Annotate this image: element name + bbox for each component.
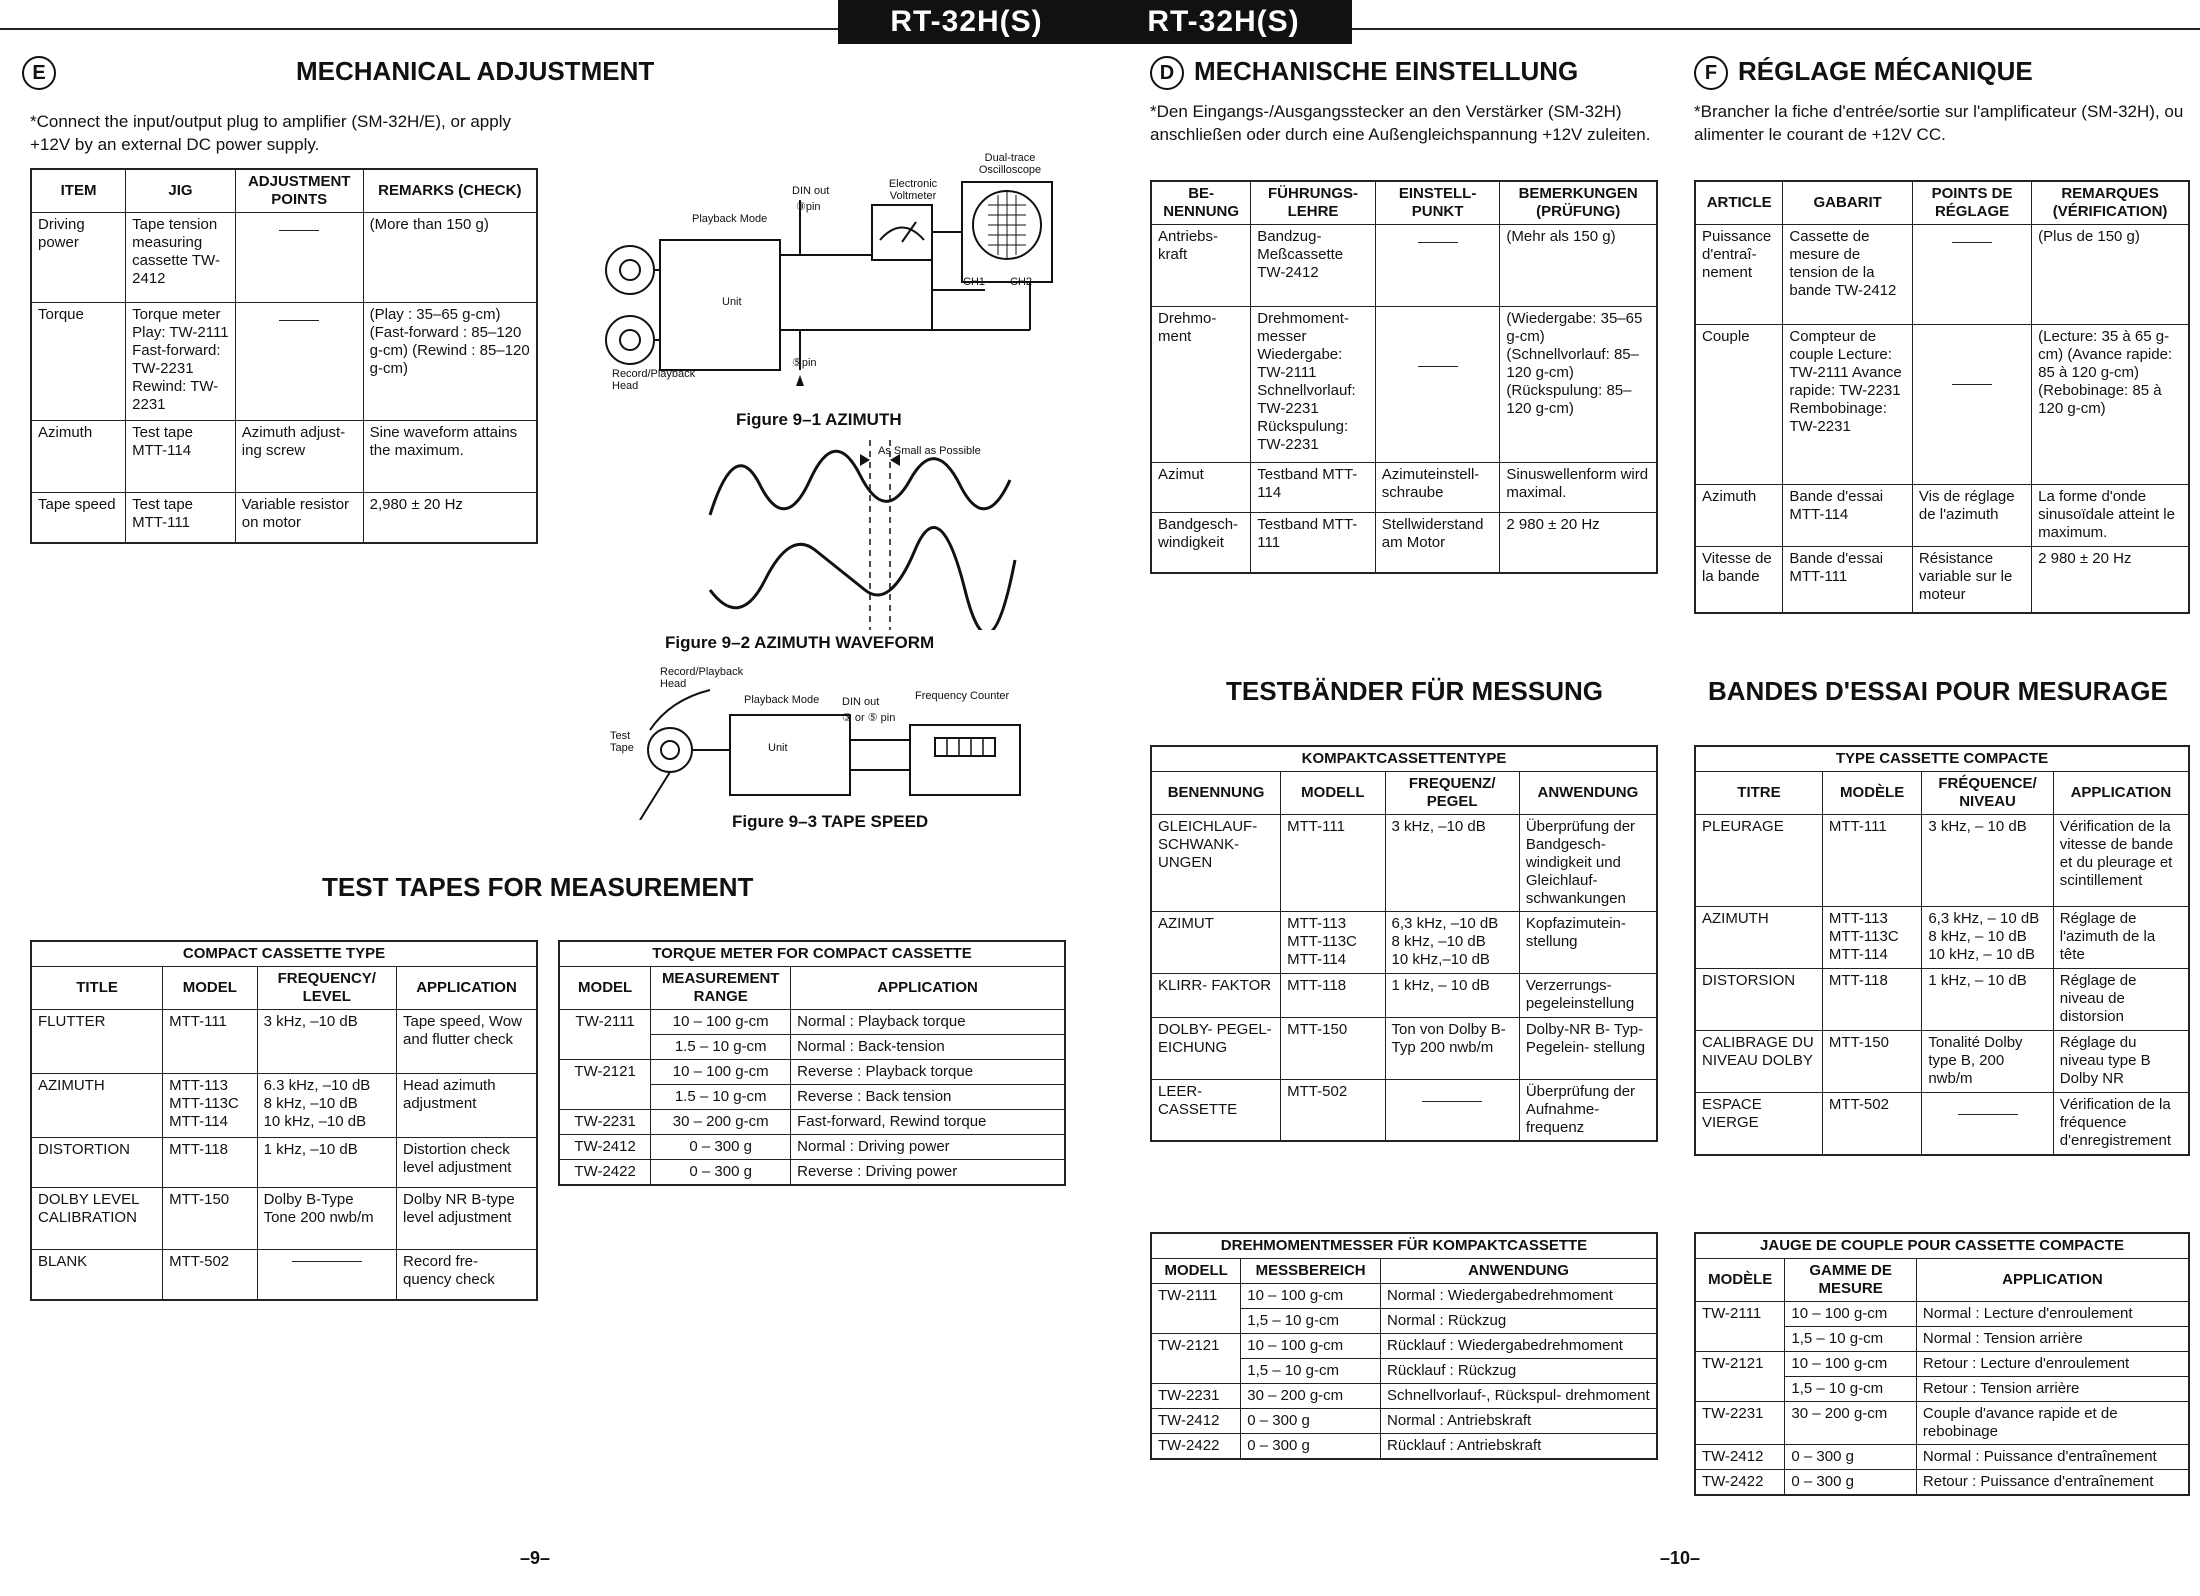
french-title-text: RÉGLAGE MÉCANIQUE	[1738, 56, 2033, 86]
table-row	[1151, 1284, 1657, 1309]
fig1-oscilloscope-label: Dual-trace Oscilloscope	[978, 152, 1042, 176]
english-note: *Connect the input/output plug to amplifier (SM-32H/E), or apply +12V by an external DC power supply.	[30, 112, 511, 154]
table-header: ADJUSTMENT POINTS	[235, 169, 363, 213]
table-header: REMARQUES (VÉRIFICATION)	[2032, 181, 2189, 225]
cell: 3 kHz, – 10 dB	[1922, 815, 2053, 907]
french-section-title	[1694, 56, 2033, 90]
cell: Normal : Playback torque	[791, 1010, 1065, 1035]
cell: DOLBY LEVEL CALIBRATION	[31, 1188, 163, 1250]
table-row	[1151, 815, 1657, 912]
german-language-badge: D	[1150, 56, 1184, 90]
table-header: BENENNUNG	[1151, 772, 1281, 815]
fig3-playback-mode-label: Playback Mode	[744, 694, 820, 706]
table-row	[1695, 1470, 2189, 1496]
cell: Résistance variable sur le moteur	[1912, 547, 2031, 613]
english-section-title	[22, 56, 654, 90]
header-rule-left	[0, 28, 838, 30]
cell: Record fre- quency check	[397, 1250, 538, 1300]
cell: Bandzug- Meßcassette TW-2412	[1251, 225, 1376, 307]
table-header: GABARIT	[1783, 181, 1913, 225]
table-header: ANWENDUNG	[1519, 772, 1657, 815]
fig1-voltmeter-label: Electronic Voltmeter	[888, 178, 938, 202]
cell: Torque	[31, 303, 126, 421]
german-test-tapes-title: TESTBÄNDER FÜR MESSUNG	[1226, 676, 1604, 706]
figure-9-2-caption: Figure 9–2 AZIMUTH WAVEFORM	[665, 633, 935, 652]
cell: AZIMUT	[1151, 912, 1281, 974]
table-row	[31, 213, 537, 303]
table-row	[1695, 1402, 2189, 1445]
table-row	[31, 1074, 537, 1138]
cell: 10 – 100 g-cm	[1785, 1302, 1917, 1327]
fig3-din-out-label: DIN out	[842, 696, 880, 708]
table-title: DREHMOMENTMESSER FÜR KOMPAKTCASSETTE	[1151, 1233, 1657, 1259]
cell: Dolby NR B-type level adjustment	[397, 1188, 538, 1250]
table-header: MODELL	[1281, 772, 1385, 815]
table-row	[1151, 1434, 1657, 1460]
cell: 10 – 100 g-cm	[651, 1060, 791, 1085]
cell: MTT-502	[1281, 1080, 1385, 1142]
cell: MTT-111	[163, 1010, 257, 1074]
cell: 6.3 kHz, –10 dB 8 kHz, –10 dB 10 kHz, –10 dB	[257, 1074, 396, 1138]
figure-9-3-caption: Figure 9–3 TAPE SPEED	[732, 812, 929, 831]
cell: TW-2412	[559, 1135, 651, 1160]
cell: (Plus de 150 g)	[2032, 225, 2189, 325]
cell: Reverse : Back tension	[791, 1085, 1065, 1110]
table-row	[1151, 974, 1657, 1018]
cell: Driving power	[31, 213, 126, 303]
table-row	[1695, 325, 2189, 485]
table-row	[31, 1188, 537, 1250]
cell-blank	[1912, 325, 2031, 485]
cell: MTT-118	[163, 1138, 257, 1188]
table-row	[559, 1060, 1065, 1085]
fig3-unit-label: Unit	[768, 742, 788, 754]
cell: Drehmoment- messer Wiedergabe: TW-2111 Schnellvorlauf: TW-2231 Rückspulung: TW-2231	[1251, 307, 1376, 463]
page-number-10: –10–	[1660, 1548, 1701, 1568]
model-label-left: RT-32H(S)	[890, 5, 1043, 38]
cell: Distortion check level adjustment	[397, 1138, 538, 1188]
cell: (Lecture: 35 à 65 g-cm) (Avance rapide: 85 à 120 g-cm) (Rebobinage: 85 à 120 g-cm)	[2032, 325, 2189, 485]
table-row	[1695, 1093, 2189, 1155]
cell: GLEICHLAUF- SCHWANK- UNGEN	[1151, 815, 1281, 912]
cell: 30 – 200 g-cm	[651, 1110, 791, 1135]
table-header: MEASUREMENT RANGE	[651, 967, 791, 1010]
cell: Testband MTT-111	[1251, 513, 1376, 573]
cell: MTT-150	[1822, 1031, 1921, 1093]
cell-blank	[1922, 1093, 2053, 1155]
cell: Überprüfung der Aufnahme- frequenz	[1519, 1080, 1657, 1142]
table-row	[1695, 969, 2189, 1031]
cell: MTT-502	[1822, 1093, 1921, 1155]
table-header: EINSTELL- PUNKT	[1375, 181, 1500, 225]
header-rule-right	[1352, 28, 2200, 30]
table-row	[1695, 225, 2189, 325]
cell: Normal : Back-tension	[791, 1035, 1065, 1060]
cell: Normal : Tension arrière	[1916, 1327, 2189, 1352]
cell: Azimuth	[1695, 485, 1783, 547]
table-header: JIG	[126, 169, 236, 213]
table-header: MODÈLE	[1695, 1259, 1785, 1302]
cell: MTT-111	[1281, 815, 1385, 912]
table-header: MESSBEREICH	[1241, 1259, 1381, 1284]
cell: Normal : Driving power	[791, 1135, 1065, 1160]
table-row	[1695, 815, 2189, 907]
cell-blank	[1385, 1080, 1519, 1142]
table-title: TORQUE METER FOR COMPACT CASSETTE	[559, 941, 1065, 967]
english-title-text: MECHANICAL ADJUSTMENT	[296, 56, 655, 86]
cell: TW-2121	[559, 1060, 651, 1110]
cell: Cassette de mesure de tension de la bande TW-2412	[1783, 225, 1913, 325]
table-header: GAMME DE MESURE	[1785, 1259, 1917, 1302]
cell: BLANK	[31, 1250, 163, 1300]
table-row	[1151, 513, 1657, 573]
table-header: TITLE	[31, 967, 163, 1010]
table-header: POINTS DE RÉGLAGE	[1912, 181, 2031, 225]
model-header	[838, 0, 1352, 44]
cell: Bande d'essai MTT-111	[1783, 547, 1913, 613]
cell: 0 – 300 g	[651, 1160, 791, 1186]
cell: (Wiedergabe: 35–65 g-cm) (Schnellvorlauf: 85–120 g-cm) (Rückspulung: 85–120 g-cm)	[1500, 307, 1657, 463]
cell: Fast-forward, Rewind torque	[791, 1110, 1065, 1135]
cell: 10 – 100 g-cm	[651, 1010, 791, 1035]
cell: Tape speed	[31, 493, 126, 543]
cell: TW-2121	[1695, 1352, 1785, 1402]
cell: Couple d'avance rapide et de rebobinage	[1916, 1402, 2189, 1445]
table-header: MODEL	[163, 967, 257, 1010]
fig1-ch2-label: CH2	[1010, 276, 1033, 288]
table-row	[1151, 1409, 1657, 1434]
cell: Azimuteinstell- schraube	[1375, 463, 1500, 513]
fig2-as-small-label: As Small as Possible	[878, 445, 981, 457]
cell: TW-2231	[559, 1110, 651, 1135]
cell: 30 – 200 g-cm	[1241, 1384, 1381, 1409]
fig1-unit-label: Unit	[722, 296, 742, 308]
table-row	[31, 1250, 537, 1300]
cell: Vis de réglage de l'azimuth	[1912, 485, 2031, 547]
cell: Sine waveform attains the maximum.	[363, 421, 537, 493]
table-row	[31, 1138, 537, 1188]
table-title: TYPE CASSETTE COMPACTE	[1695, 746, 2189, 772]
cell: Drehmo- ment	[1151, 307, 1251, 463]
fig1-ch1-label: CH1	[963, 276, 986, 288]
german-title-text: MECHANISCHE EINSTELLUNG	[1194, 56, 1579, 86]
cell: TW-2412	[1151, 1409, 1241, 1434]
cell: MTT-118	[1281, 974, 1385, 1018]
cell: MTT-111	[1822, 815, 1921, 907]
cell: 0 – 300 g	[1785, 1445, 1917, 1470]
cell: Schnellvorlauf-, Rückspul- drehmoment	[1381, 1384, 1657, 1409]
cell: DISTORSION	[1695, 969, 1822, 1031]
english-test-tapes-title: TEST TAPES FOR MEASUREMENT	[322, 872, 754, 902]
table-row	[1695, 485, 2189, 547]
table-row	[559, 1135, 1065, 1160]
cell: TW-2422	[1695, 1470, 1785, 1496]
cell: Réglage de l'azimuth de la tête	[2053, 907, 2189, 969]
cell-blank	[1375, 225, 1500, 307]
cell-blank	[235, 213, 363, 303]
cell: Puissance d'entraî- nement	[1695, 225, 1783, 325]
fig1-head-label: Record/Playback Head	[612, 368, 696, 392]
cell: Réglage du niveau type B Dolby NR	[2053, 1031, 2189, 1093]
cell: Tape speed, Wow and flutter check	[397, 1010, 538, 1074]
cell: Azimuth	[31, 421, 126, 493]
cell: Kopfazimutein- stellung	[1519, 912, 1657, 974]
cell: Vitesse de la bande	[1695, 547, 1783, 613]
cell: Verzerrungs- pegeleinstellung	[1519, 974, 1657, 1018]
table-row	[559, 1010, 1065, 1035]
cell-blank	[1375, 307, 1500, 463]
german-section-title	[1150, 56, 1578, 90]
cell: Testband MTT-114	[1251, 463, 1376, 513]
table-row	[1151, 1334, 1657, 1359]
cell: Normal : Puissance d'entraînement	[1916, 1445, 2189, 1470]
cell: DOLBY- PEGEL- EICHUNG	[1151, 1018, 1281, 1080]
cell: (Mehr als 150 g)	[1500, 225, 1657, 307]
german-compact-cassette-table	[1150, 745, 1658, 1142]
table-header: REMARKS (CHECK)	[363, 169, 537, 213]
fig1-pin3-label: ③pin	[796, 201, 821, 213]
german-adjustment-table	[1150, 180, 1658, 574]
cell: 1,5 – 10 g-cm	[1241, 1359, 1381, 1384]
cell: 10 – 100 g-cm	[1241, 1334, 1381, 1359]
cell: MTT-150	[163, 1188, 257, 1250]
cell: MTT-113 MTT-113C MTT-114	[1281, 912, 1385, 974]
french-compact-cassette-table	[1694, 745, 2190, 1156]
table-row	[1151, 1080, 1657, 1142]
cell: AZIMUTH	[31, 1074, 163, 1138]
cell: TW-2121	[1151, 1334, 1241, 1384]
table-row	[31, 1010, 537, 1074]
cell: Retour : Lecture d'enroulement	[1916, 1352, 2189, 1377]
cell: Retour : Puissance d'entraînement	[1916, 1470, 2189, 1496]
fig1-playback-mode-label: Playback Mode	[692, 213, 768, 225]
cell: Rücklauf : Rückzug	[1381, 1359, 1657, 1384]
cell: Antriebs- kraft	[1151, 225, 1251, 307]
fig3-head-label: Record/Playback Head	[660, 666, 744, 690]
french-test-tapes-title: BANDES D'ESSAI POUR MESURAGE	[1708, 676, 2168, 706]
cell: 30 – 200 g-cm	[1785, 1402, 1917, 1445]
cell: Tonalité Dolby type B, 200 nwb/m	[1922, 1031, 2053, 1093]
cell: Azimuth adjust- ing screw	[235, 421, 363, 493]
english-torque-meter-table	[558, 940, 1066, 1186]
table-header: MODEL	[559, 967, 651, 1010]
table-row	[559, 1110, 1065, 1135]
english-adjustment-table	[30, 168, 538, 544]
cell: Sinuswellenform wird maximal.	[1500, 463, 1657, 513]
cell: MTT-118	[1822, 969, 1921, 1031]
cell: TW-2111	[559, 1010, 651, 1060]
table-row	[1695, 1445, 2189, 1470]
table-row	[31, 493, 537, 543]
cell: Head azimuth adjustment	[397, 1074, 538, 1138]
table-header: APPLICATION	[1916, 1259, 2189, 1302]
cell: Torque meter Play: TW-2111 Fast-forward: TW-2231 Rewind: TW-2231	[126, 303, 236, 421]
fig3-counter-label: Frequency Counter	[915, 690, 1010, 702]
cell: Normal : Rückzug	[1381, 1309, 1657, 1334]
cell: Normal : Wiedergabedrehmoment	[1381, 1284, 1657, 1309]
cell: 2,980 ± 20 Hz	[363, 493, 537, 543]
cell: 3 kHz, –10 dB	[1385, 815, 1519, 912]
table-header: APPLICATION	[791, 967, 1065, 1010]
cell: MTT-150	[1281, 1018, 1385, 1080]
table-header: ITEM	[31, 169, 126, 213]
english-compact-cassette-table	[30, 940, 538, 1301]
cell: (More than 150 g)	[363, 213, 537, 303]
table-row	[31, 303, 537, 421]
french-language-badge: F	[1694, 56, 1728, 90]
table-row	[1151, 463, 1657, 513]
table-header: MODELL	[1151, 1259, 1241, 1284]
cell: ESPACE VIERGE	[1695, 1093, 1822, 1155]
cell: TW-2422	[1151, 1434, 1241, 1460]
cell: Test tape MTT-114	[126, 421, 236, 493]
table-header: ARTICLE	[1695, 181, 1783, 225]
table-header: TITRE	[1695, 772, 1822, 815]
german-torque-meter-table	[1150, 1232, 1658, 1460]
cell: Überprüfung der Bandgesch- windigkeit und Gleichlauf- schwankungen	[1519, 815, 1657, 912]
table-header: APPLICATION	[2053, 772, 2189, 815]
table-row	[1151, 1018, 1657, 1080]
cell: Couple	[1695, 325, 1783, 485]
cell: 0 – 300 g	[1241, 1434, 1381, 1460]
cell: 0 – 300 g	[1785, 1470, 1917, 1496]
cell: Reverse : Playback torque	[791, 1060, 1065, 1085]
cell: 6,3 kHz, – 10 dB 8 kHz, – 10 dB 10 kHz, – 10 dB	[1922, 907, 2053, 969]
table-row	[1695, 547, 2189, 613]
cell: Tape tension measuring cassette TW-2412	[126, 213, 236, 303]
cell: La forme d'onde sinusoïdale atteint le maximum.	[2032, 485, 2189, 547]
cell: AZIMUTH	[1695, 907, 1822, 969]
cell: 10 – 100 g-cm	[1241, 1284, 1381, 1309]
model-label-right: RT-32H(S)	[1147, 5, 1300, 38]
cell: 1.5 – 10 g-cm	[651, 1035, 791, 1060]
cell: Variable resistor on motor	[235, 493, 363, 543]
french-note: *Brancher la fiche d'entrée/sortie sur l'amplificateur (SM-32H), ou alimenter le courant de +12V CC.	[1694, 102, 2184, 144]
cell: Normal : Lecture d'enroulement	[1916, 1302, 2189, 1327]
english-language-badge: E	[22, 56, 56, 90]
table-row	[1151, 307, 1657, 463]
cell-blank	[257, 1250, 396, 1300]
cell: 1,5 – 10 g-cm	[1241, 1309, 1381, 1334]
cell: Reverse : Driving power	[791, 1160, 1065, 1186]
cell: Ton von Dolby B-Typ 200 nwb/m	[1385, 1018, 1519, 1080]
cell: Normal : Antriebskraft	[1381, 1409, 1657, 1434]
cell: PLEURAGE	[1695, 815, 1822, 907]
fig1-pin5-label: ⑤pin	[792, 357, 817, 369]
french-torque-meter-table	[1694, 1232, 2190, 1496]
table-row	[1695, 907, 2189, 969]
cell: TW-2231	[1151, 1384, 1241, 1409]
cell: TW-2422	[559, 1160, 651, 1186]
cell: Bande d'essai MTT-114	[1783, 485, 1913, 547]
table-header: BEMERKUNGEN (PRÜFUNG)	[1500, 181, 1657, 225]
cell-blank	[235, 303, 363, 421]
page-number-9: –9–	[520, 1548, 551, 1568]
cell: Rücklauf : Wiedergabedrehmoment	[1381, 1334, 1657, 1359]
table-row	[1151, 225, 1657, 307]
cell: MTT-113 MTT-113C MTT-114	[163, 1074, 257, 1138]
table-row	[559, 1160, 1065, 1186]
fig3-pin-label: ③ or ⑤ pin	[842, 712, 896, 724]
cell: 1 kHz, – 10 dB	[1385, 974, 1519, 1018]
table-title: KOMPAKTCASSETTENTYPE	[1151, 746, 1657, 772]
cell: 1 kHz, – 10 dB	[1922, 969, 2053, 1031]
cell: Stellwiderstand am Motor	[1375, 513, 1500, 573]
cell: 0 – 300 g	[1241, 1409, 1381, 1434]
cell: 6,3 kHz, –10 dB 8 kHz, –10 dB 10 kHz,–10 dB	[1385, 912, 1519, 974]
cell: KLIRR- FAKTOR	[1151, 974, 1281, 1018]
cell: TW-2111	[1695, 1302, 1785, 1352]
cell: 10 – 100 g-cm	[1785, 1352, 1917, 1377]
cell: Vérification de la fréquence d'enregistrement	[2053, 1093, 2189, 1155]
table-title: JAUGE DE COUPLE POUR CASSETTE COMPACTE	[1695, 1233, 2189, 1259]
table-row	[1695, 1302, 2189, 1327]
cell: Réglage de niveau de distorsion	[2053, 969, 2189, 1031]
cell: DISTORTION	[31, 1138, 163, 1188]
cell: 2 980 ± 20 Hz	[1500, 513, 1657, 573]
cell: Dolby-NR B- Typ-Pegelein- stellung	[1519, 1018, 1657, 1080]
cell: TW-2412	[1695, 1445, 1785, 1470]
cell: Bandgesch- windigkeit	[1151, 513, 1251, 573]
fig3-test-tape-label: Test Tape	[610, 730, 634, 754]
cell: MTT-113 MTT-113C MTT-114	[1822, 907, 1921, 969]
table-header: MODÈLE	[1822, 772, 1921, 815]
cell: 2 980 ± 20 Hz	[2032, 547, 2189, 613]
cell: FLUTTER	[31, 1010, 163, 1074]
cell: 3 kHz, –10 dB	[257, 1010, 396, 1074]
cell: TW-2111	[1151, 1284, 1241, 1334]
cell: (Play : 35–65 g-cm) (Fast-forward : 85–120 g-cm) (Rewind : 85–120 g-cm)	[363, 303, 537, 421]
table-row	[1151, 1384, 1657, 1409]
azimuth-waveform-plot	[690, 440, 1040, 630]
table-header: BE- NENNUNG	[1151, 181, 1251, 225]
cell: Dolby B-Type Tone 200 nwb/m	[257, 1188, 396, 1250]
table-row	[1695, 1031, 2189, 1093]
cell: 1 kHz, –10 dB	[257, 1138, 396, 1188]
table-row	[31, 421, 537, 493]
cell: CALIBRAGE DU NIVEAU DOLBY	[1695, 1031, 1822, 1093]
cell: 1.5 – 10 g-cm	[651, 1085, 791, 1110]
cell: Rücklauf : Antriebskraft	[1381, 1434, 1657, 1460]
cell: Test tape MTT-111	[126, 493, 236, 543]
table-row	[1695, 1352, 2189, 1377]
table-header: FRÉQUENCE/ NIVEAU	[1922, 772, 2053, 815]
table-title: COMPACT CASSETTE TYPE	[31, 941, 537, 967]
table-header: FÜHRUNGS- LEHRE	[1251, 181, 1376, 225]
cell: MTT-502	[163, 1250, 257, 1300]
german-note: *Den Eingangs-/Ausgangsstecker an den Verstärker (SM-32H) anschließen oder durch eine Außengleichspannung +12V zuleiten.	[1150, 102, 1651, 144]
figure-9-1-caption: Figure 9–1 AZIMUTH	[736, 410, 902, 429]
table-row	[1151, 912, 1657, 974]
table-header: APPLICATION	[397, 967, 538, 1010]
cell: 0 – 300 g	[651, 1135, 791, 1160]
fig1-din-out-label: DIN out	[792, 185, 830, 197]
cell: 1,5 – 10 g-cm	[1785, 1377, 1917, 1402]
cell: TW-2231	[1695, 1402, 1785, 1445]
cell: Azimut	[1151, 463, 1251, 513]
cell-blank	[1912, 225, 2031, 325]
table-header: ANWENDUNG	[1381, 1259, 1657, 1284]
cell: LEER- CASSETTE	[1151, 1080, 1281, 1142]
french-adjustment-table	[1694, 180, 2190, 614]
table-header: FREQUENZ/ PEGEL	[1385, 772, 1519, 815]
table-header: FREQUENCY/ LEVEL	[257, 967, 396, 1010]
cell: Retour : Tension arrière	[1916, 1377, 2189, 1402]
cell: Compteur de couple Lecture: TW-2111 Avance rapide: TW-2231 Rembobinage: TW-2231	[1783, 325, 1913, 485]
cell: 1,5 – 10 g-cm	[1785, 1327, 1917, 1352]
cell: Vérification de la vitesse de bande et du pleurage et scintillement	[2053, 815, 2189, 907]
